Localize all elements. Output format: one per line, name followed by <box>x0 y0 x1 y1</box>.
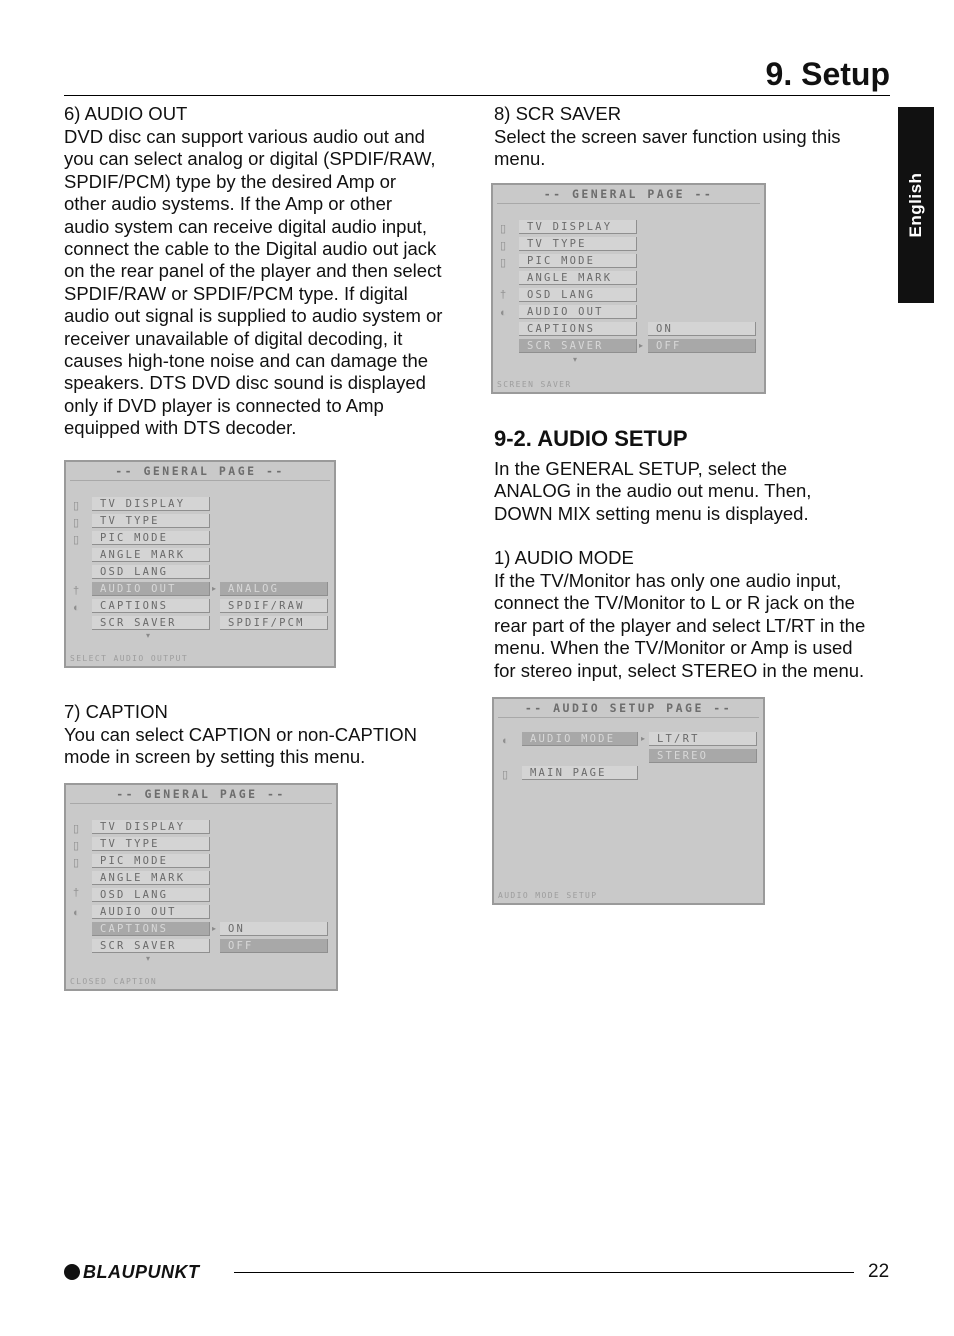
osd-caption-screenshot <box>64 783 338 991</box>
speaker-icon: ◐ <box>500 307 507 319</box>
tv-icon: ▯ <box>73 517 80 529</box>
menu-item-scr-saver[interactable]: SCR SAVER <box>92 939 210 953</box>
menu-item-audio-mode[interactable]: AUDIO MODE <box>522 732 638 746</box>
osd-scr-saver-screenshot <box>491 183 766 394</box>
osd-footer: CLOSED CAPTION <box>70 977 158 986</box>
menu-item-tv-display[interactable]: TV DISPLAY <box>92 497 210 511</box>
tv-icon: ▯ <box>500 240 507 252</box>
menu-item-audio-out[interactable]: AUDIO OUT <box>92 582 210 596</box>
tv-icon: ▯ <box>73 534 80 546</box>
scroll-down-icon: ▾ <box>573 355 578 364</box>
osd-header: -- GENERAL PAGE -- <box>543 187 714 201</box>
tv-icon: ▯ <box>73 500 80 512</box>
option-spdif-pcm[interactable]: SPDIF/PCM <box>220 616 328 630</box>
scroll-down-icon: ▾ <box>146 954 151 963</box>
option-stereo[interactable]: STEREO <box>649 749 757 763</box>
language-tab-label: English <box>906 172 925 238</box>
osd-audio-setup-screenshot <box>492 697 765 905</box>
osd-audio-out-screenshot <box>64 460 336 668</box>
menu-item-captions[interactable]: CAPTIONS <box>92 599 210 613</box>
logo-dot-icon <box>64 1264 80 1280</box>
menu-item-scr-saver[interactable]: SCR SAVER <box>92 616 210 630</box>
option-off[interactable]: OFF <box>648 339 756 353</box>
menu-item-osd-lang[interactable]: OSD LANG <box>519 288 637 302</box>
speaker-icon: ◐ <box>73 907 80 919</box>
submenu-arrow-icon: ▸ <box>639 341 644 350</box>
option-on[interactable]: ON <box>220 922 328 936</box>
audio-out-body: DVD disc can support various audio out and you can select analog or digital (SPDIF/RAW, SPDIF/PCM) type by the desired Amp or other audio systems. If the Amp or other audio system can receive digital audio input, connect the cable to the Digital audio out jack on the rear panel of the player and then select SPDIF/RAW or SPDIF/PCM type. If digital audio out signal is supplied to audio system or receiver unavailable of digital decoding, it causes high-tone noise and can damage the speakers. DTS DVD disc sound is displayed only if DVD player is connected to Amp equipped with DTS decoder. <box>64 126 443 439</box>
caption-body: You can select CAPTION or non-CAPTION mode in screen by setting this menu. <box>64 724 418 768</box>
menu-item-captions[interactable]: CAPTIONS <box>92 922 210 936</box>
option-spdif-raw[interactable]: SPDIF/RAW <box>220 599 328 613</box>
scroll-down-icon: ▾ <box>146 631 151 640</box>
osd-footer: SELECT AUDIO OUTPUT <box>70 654 189 663</box>
menu-item-angle-mark[interactable]: ANGLE MARK <box>92 548 210 562</box>
language-icon: † <box>73 887 80 899</box>
language-tab <box>898 107 934 303</box>
section-title-audio-setup: 9-2. AUDIO SETUP <box>494 426 688 451</box>
menu-item-pic-mode[interactable]: PIC MODE <box>92 531 210 545</box>
header-rule <box>64 95 890 96</box>
tv-icon: ▯ <box>500 257 507 269</box>
audio-mode-body: If the TV/Monitor has only one audio input, connect the TV/Monitor to L or R jack on the rear part of the player and select LT/RT in the menu. When the TV/Monitor or Amp is used for stereo input, select STEREO in the menu. <box>494 570 866 681</box>
audio-setup-intro: In the GENERAL SETUP, select the ANALOG in the audio out menu. Then, DOWN MIX setting menu is displayed. <box>494 458 812 524</box>
submenu-arrow-icon: ▸ <box>641 734 646 743</box>
menu-item-tv-display[interactable]: TV DISPLAY <box>92 820 210 834</box>
menu-item-scr-saver[interactable]: SCR SAVER <box>519 339 637 353</box>
speaker-icon: ◐ <box>502 735 509 747</box>
osd-header: -- AUDIO SETUP PAGE -- <box>524 701 733 715</box>
brand-logo <box>64 1260 200 1284</box>
speaker-icon: ◐ <box>73 602 80 614</box>
menu-item-tv-type[interactable]: TV TYPE <box>92 514 210 528</box>
menu-item-angle-mark[interactable]: ANGLE MARK <box>92 871 210 885</box>
menu-item-pic-mode[interactable]: PIC MODE <box>519 254 637 268</box>
caption-heading: 7) CAPTION <box>64 701 168 722</box>
menu-item-captions[interactable]: CAPTIONS <box>519 322 637 336</box>
menu-item-main-page[interactable]: MAIN PAGE <box>522 766 638 780</box>
tv-icon: ▯ <box>73 823 80 835</box>
option-off[interactable]: OFF <box>220 939 328 953</box>
brand-name: BLAUPUNKT <box>83 1261 200 1282</box>
menu-item-audio-out[interactable]: AUDIO OUT <box>519 305 637 319</box>
menu-item-tv-type[interactable]: TV TYPE <box>519 237 637 251</box>
page-title: 9. Setup <box>765 56 890 92</box>
scr-saver-heading: 8) SCR SAVER <box>494 103 622 124</box>
page-number: 22 <box>868 1261 890 1282</box>
submenu-arrow-icon: ▸ <box>212 924 217 933</box>
audio-out-heading: 6) AUDIO OUT <box>64 103 188 124</box>
menu-item-angle-mark[interactable]: ANGLE MARK <box>519 271 637 285</box>
footer-rule <box>234 1272 854 1273</box>
tv-icon: ▯ <box>73 840 80 852</box>
submenu-arrow-icon: ▸ <box>212 584 217 593</box>
audio-mode-heading: 1) AUDIO MODE <box>494 547 634 568</box>
option-on[interactable]: ON <box>648 322 756 336</box>
language-icon: † <box>73 585 80 597</box>
home-icon: ▯ <box>502 769 509 781</box>
osd-header: -- GENERAL PAGE -- <box>116 787 286 801</box>
language-icon: † <box>500 289 507 301</box>
option-lt-rt[interactable]: LT/RT <box>649 732 757 746</box>
osd-footer: SCREEN SAVER <box>497 380 572 389</box>
menu-item-pic-mode[interactable]: PIC MODE <box>92 854 210 868</box>
option-analog[interactable]: ANALOG <box>220 582 328 596</box>
tv-icon: ▯ <box>500 223 507 235</box>
menu-item-tv-display[interactable]: TV DISPLAY <box>519 220 637 234</box>
scr-saver-body: Select the screen saver function using this menu. <box>494 126 841 170</box>
menu-item-osd-lang[interactable]: OSD LANG <box>92 888 210 902</box>
menu-item-osd-lang[interactable]: OSD LANG <box>92 565 210 579</box>
osd-header: -- GENERAL PAGE -- <box>115 464 285 478</box>
osd-footer: AUDIO MODE SETUP <box>498 891 598 900</box>
menu-item-tv-type[interactable]: TV TYPE <box>92 837 210 851</box>
tv-icon: ▯ <box>73 857 80 869</box>
menu-item-audio-out[interactable]: AUDIO OUT <box>92 905 210 919</box>
